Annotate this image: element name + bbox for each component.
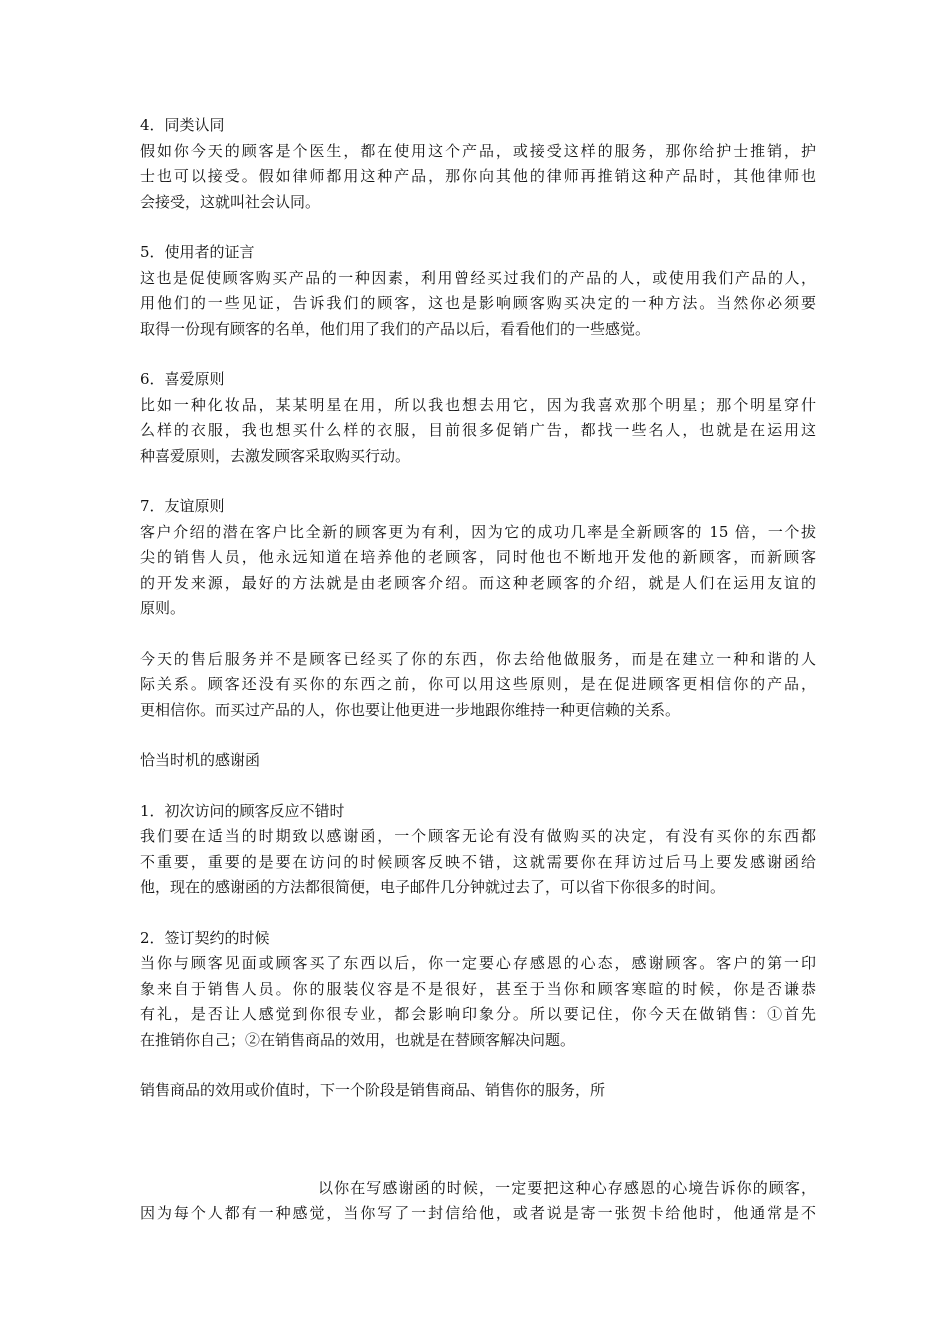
paragraph-line: 尖的销售人员，他永远知道在培养他的老顾客，同时他也不断地开发他的新顾客，而新顾客 bbox=[140, 548, 816, 566]
chapter-heading: 恰当时机的感谢函 bbox=[140, 751, 261, 769]
paragraph-line: 原则。 bbox=[140, 599, 186, 617]
paragraph-line: 士也可以接受。假如律师都用这种产品，那你向其他的律师再推销这种产品时，其他律师也 bbox=[140, 167, 816, 185]
document-page bbox=[140, 113, 816, 1227]
paragraph-line: 因为每个人都有一种感觉，当你写了一封信给他，或者说是寄一张贺卡给他时，他通常是不 bbox=[140, 1204, 816, 1222]
paragraph-line: 客户介绍的潜在客户比全新的顾客更为有利，因为它的成功几率是全新顾客的 15 倍，一个拔 bbox=[140, 522, 816, 541]
paragraph-line: 不重要，重要的是要在访问的时候顾客反映不错，这就需要你在拜访过后马上要发感谢函给 bbox=[140, 852, 816, 871]
paragraph-line: 会接受，这就叫社会认同。 bbox=[140, 192, 321, 211]
section-heading: 1．初次访问的顾客反应不错时 bbox=[140, 801, 345, 820]
section-heading: 2．签订契约的时候 bbox=[140, 928, 270, 947]
paragraph-line: 比如一种化妆品，某某明星在用，所以我也想去用它，因为我喜欢那个明星；那个明星穿什 bbox=[140, 395, 816, 414]
paragraph-line: 销售商品的效用或价值时，下一个阶段是销售商品、销售你的服务，所 bbox=[140, 1081, 606, 1099]
paragraph-line: 假如你今天的顾客是个医生，都在使用这个产品，或接受这样的服务，那你给护士推销，护 bbox=[140, 141, 816, 160]
paragraph-line: 我们要在适当的时期致以感谢函，一个顾客无论有没有做购买的决定，有没有买你的东西都 bbox=[140, 827, 816, 845]
paragraph-line: 的开发来源，最好的方法就是由老顾客介绍。而这种老顾客的介绍，就是人们在运用友谊的 bbox=[140, 573, 816, 592]
paragraph-line: 他，现在的感谢函的方法都很简便，电子邮件几分钟就过去了，可以省下你很多的时间。 bbox=[140, 878, 726, 896]
paragraph-line: 象来自于销售人员。你的服装仪容是不是很好，甚至于当你和顾客寒暄的时候，你是否谦恭 bbox=[140, 979, 816, 998]
paragraph-gap bbox=[140, 774, 816, 799]
section-heading: 5．使用者的证言 bbox=[140, 243, 255, 261]
paragraph-line: 么样的衣服，我也想买什么样的衣服，目前很多促销广告，都找一些名人，也就是在运用这 bbox=[140, 421, 816, 439]
section-heading: 6．喜爱原则 bbox=[140, 370, 225, 388]
paragraph-gap bbox=[140, 622, 816, 647]
paragraph-gap bbox=[140, 469, 816, 494]
paragraph-line: 有礼，是否让人感觉到你很专业，都会影响印象分。所以要记住，你今天在做销售：①首先 bbox=[140, 1005, 816, 1023]
paragraph-line: 更相信你。而买过产品的人，你也要让他更进一步地跟你维持一种更信赖的关系。 bbox=[140, 700, 681, 719]
paragraph-line: 今天的售后服务并不是顾客已经买了你的东西，你去给他做服务，而是在建立一种和谐的人 bbox=[140, 649, 816, 668]
paragraph-gap bbox=[140, 1104, 816, 1176]
section-heading: 4．同类认同 bbox=[140, 116, 225, 134]
paragraph-line: 这也是促使顾客购买产品的一种因素，利用曾经买过我们的产品的人，或使用我们产品的人， bbox=[140, 268, 816, 287]
paragraph-gap bbox=[140, 342, 816, 367]
paragraph-line: 际关系。顾客还没有买你的东西之前，你可以用这些原则，是在促进顾客更相信你的产品， bbox=[140, 675, 816, 693]
paragraph-line: 以你在写感谢函的时候，一定要把这种心存感恩的心境告诉你的顾客， bbox=[318, 1178, 816, 1197]
paragraph-gap bbox=[140, 723, 816, 748]
paragraph-line: 用他们的一些见证，告诉我们的顾客，这也是影响顾客购买决定的一种方法。当然你必须要 bbox=[140, 294, 816, 312]
paragraph-line: 种喜爱原则，去激发顾客采取购买行动。 bbox=[140, 446, 411, 465]
paragraph-gap bbox=[140, 1053, 816, 1078]
paragraph-line: 当你与顾客见面或顾客买了东西以后，你一定要心存感恩的心态，感谢顾客。客户的第一印 bbox=[140, 954, 816, 972]
paragraph-line: 取得一份现有顾客的名单，他们用了我们的产品以后，看看他们的一些感觉。 bbox=[140, 319, 651, 338]
section-heading: 7．友谊原则 bbox=[140, 497, 225, 515]
paragraph-gap bbox=[140, 901, 816, 926]
paragraph-line: 在推销你自己；②在销售商品的效用，也就是在替顾客解决问题。 bbox=[140, 1030, 576, 1049]
paragraph-gap bbox=[140, 215, 816, 240]
